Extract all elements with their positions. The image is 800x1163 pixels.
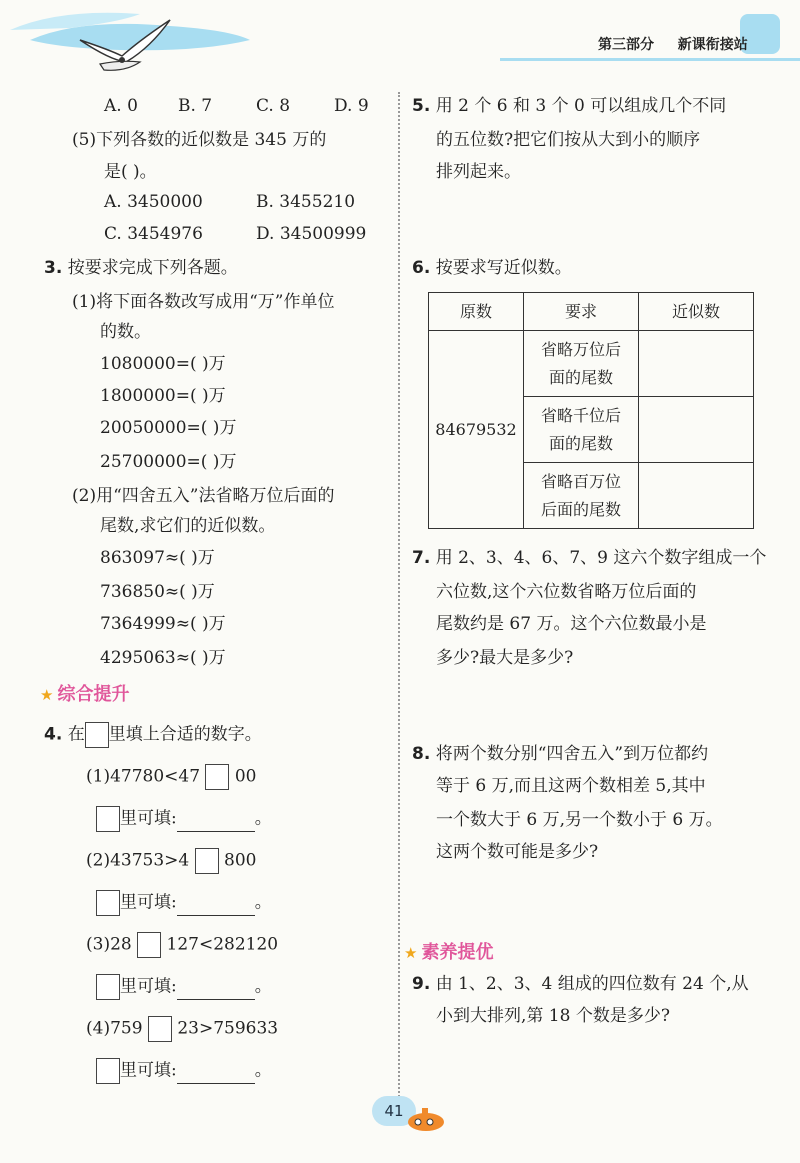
fill-label: 里可填:	[120, 808, 177, 829]
fill-label: 里可填:	[120, 976, 177, 997]
section-title: 素养提优	[421, 942, 494, 963]
option-d[interactable]: D. 9	[334, 96, 369, 116]
original-number: 84679532	[429, 331, 524, 529]
section-title: 综合提升	[57, 684, 130, 705]
option-d[interactable]: D. 34500999	[256, 224, 367, 244]
answer-line[interactable]	[177, 1069, 255, 1084]
answer-box-sample	[85, 722, 109, 748]
label-box	[96, 890, 120, 916]
q4-item-post: 00	[234, 766, 257, 787]
fill-end: 。	[254, 892, 272, 913]
q8-line: 这两个数可能是多少?	[436, 842, 599, 862]
q2-5-stem-line2: 是( )。	[104, 162, 157, 182]
q3-2-item[interactable]: 736850≈( )万	[100, 582, 215, 602]
q3-1-item[interactable]: 1800000=( )万	[100, 386, 226, 406]
fill-end: 。	[254, 976, 272, 997]
q3-1-item[interactable]: 1080000=( )万	[100, 354, 226, 374]
fill-label: 里可填:	[120, 892, 177, 913]
q7-line: 用 2、3、4、6、7、9 这六个数字组成一个	[435, 548, 767, 568]
header-chapter-label: 新课衔接站	[677, 37, 748, 53]
q4-item-post: 23>759633	[177, 1018, 279, 1039]
option-c[interactable]: C. 8	[256, 96, 291, 116]
answer-line[interactable]	[177, 985, 255, 1000]
q4-item-post: 127<282120	[166, 934, 279, 955]
q4-stem-pre: 在	[67, 724, 85, 745]
q9-line: 由 1、2、3、4 组成的四位数有 24 个,从	[435, 974, 749, 994]
star-icon: ★	[404, 944, 418, 962]
fill-end: 。	[254, 808, 272, 829]
column-divider	[398, 92, 400, 1112]
q8-line: 将两个数分别“四舍五入”到万位都约	[435, 744, 709, 764]
digit-box[interactable]	[137, 932, 161, 958]
q3-1-line2: 的数。	[100, 322, 151, 342]
q5-line: 的五位数?把它们按从大到小的顺序	[436, 130, 701, 150]
fill-end: 。	[254, 1060, 272, 1081]
answer-cell[interactable]	[639, 331, 754, 397]
star-icon: ★	[40, 686, 54, 704]
option-b[interactable]: B. 3455210	[256, 192, 356, 212]
q7-line: 多少?最大是多少?	[436, 648, 574, 668]
q3-2-line2: 尾数,求它们的近似数。	[100, 516, 276, 536]
q3-stem: 按要求完成下列各题。	[67, 258, 238, 278]
q9-number: 9.	[412, 974, 431, 994]
page-number: 41	[372, 1096, 416, 1126]
q7-line: 尾数约是 67 万。这个六位数最小是	[436, 614, 707, 634]
q3-2-item[interactable]: 863097≈( )万	[100, 548, 215, 568]
q4-item-post: 800	[224, 850, 257, 871]
q3-2-item[interactable]: 4295063≈( )万	[100, 648, 226, 668]
q9-line: 小到大排列,第 18 个数是多少?	[436, 1006, 670, 1026]
label-box	[96, 806, 120, 832]
q6-stem: 按要求写近似数。	[435, 258, 572, 278]
fill-label: 里可填:	[120, 1060, 177, 1081]
option-a[interactable]: A. 0	[104, 96, 138, 116]
q4-stem-post: 里填上合适的数字。	[108, 724, 262, 745]
q4-item-pre: (3)28	[86, 934, 132, 955]
option-b[interactable]: B. 7	[178, 96, 213, 116]
digit-box[interactable]	[195, 848, 219, 874]
q3-2-item[interactable]: 7364999≈( )万	[100, 614, 226, 634]
section-quality	[404, 938, 493, 964]
digit-box[interactable]	[148, 1016, 172, 1042]
q5-line: 用 2 个 6 和 3 个 0 可以组成几个不同	[435, 96, 727, 116]
table-requirement: 省略万位后 面的尾数	[524, 331, 639, 397]
q2-5-stem-line1: (5)下列各数的近似数是 345 万的	[72, 130, 327, 150]
q4-number: 4.	[44, 724, 63, 745]
q8-line: 等于 6 万,而且这两个数相差 5,其中	[436, 776, 706, 796]
table-header: 要求	[524, 293, 639, 331]
q2-4-options	[104, 96, 369, 116]
q4-item-pre: (1)47780<47	[86, 766, 201, 787]
approximation-table	[428, 292, 754, 529]
q3-1-line1: (1)将下面各数改写成用“万”作单位	[72, 292, 335, 312]
q5-number: 5.	[412, 96, 431, 116]
q8-line: 一个数大于 6 万,另一个数小于 6 万。	[436, 810, 723, 830]
q8-number: 8.	[412, 744, 431, 764]
q5-line: 排列起来。	[436, 162, 521, 182]
table-requirement: 省略千位后 面的尾数	[524, 397, 639, 463]
label-box	[96, 974, 120, 1000]
header-section-label: 第三部分	[598, 37, 654, 53]
q3-1-item[interactable]: 20050000=( )万	[100, 418, 237, 438]
q6-number: 6.	[412, 258, 431, 278]
option-a[interactable]: A. 3450000	[104, 192, 203, 212]
q3-number: 3.	[44, 258, 63, 278]
q3-1-item[interactable]: 25700000=( )万	[100, 452, 237, 472]
table-header: 近似数	[639, 293, 754, 331]
option-c[interactable]: C. 3454976	[104, 224, 203, 244]
answer-cell[interactable]	[639, 397, 754, 463]
submarine-icon	[404, 1100, 448, 1136]
digit-box[interactable]	[205, 764, 229, 790]
q7-line: 六位数,这个六位数省略万位后面的	[436, 582, 697, 602]
q4-item-pre: (4)759	[86, 1018, 143, 1039]
answer-line[interactable]	[177, 901, 255, 916]
answer-cell[interactable]	[639, 463, 754, 529]
q3-2-line1: (2)用“四舍五入”法省略万位后面的	[72, 486, 335, 506]
table-requirement: 省略百万位 后面的尾数	[524, 463, 639, 529]
q4-item-pre: (2)43753>4	[86, 850, 190, 871]
answer-line[interactable]	[177, 817, 255, 832]
q7-number: 7.	[412, 548, 431, 568]
table-header: 原数	[429, 293, 524, 331]
section-comprehensive	[40, 680, 129, 706]
label-box	[96, 1058, 120, 1084]
